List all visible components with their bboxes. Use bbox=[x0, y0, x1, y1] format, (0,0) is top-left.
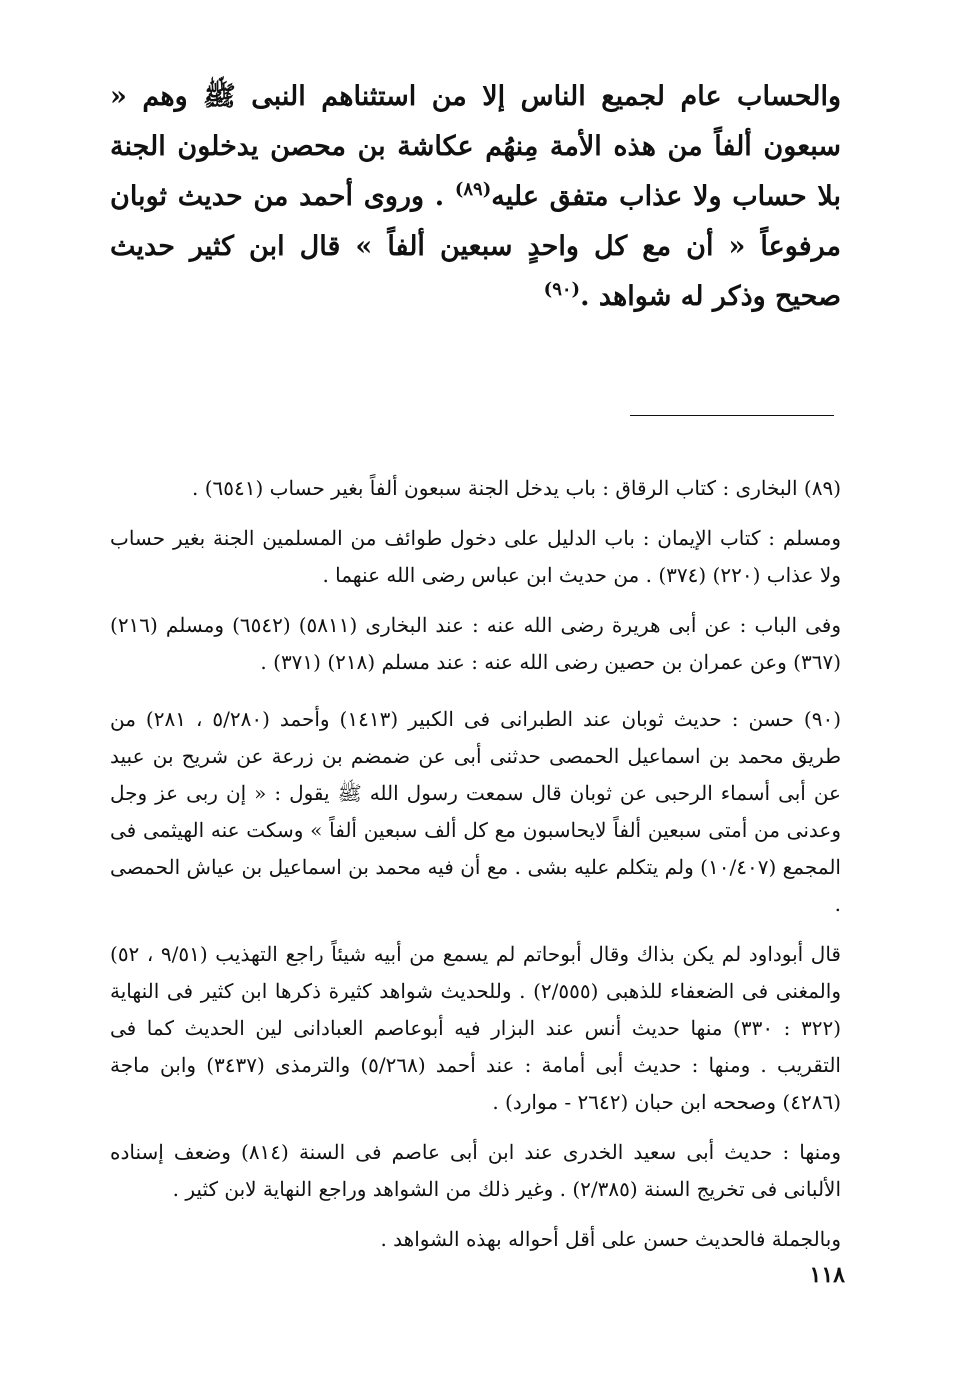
main-paragraph-continued: . وروى أحمد من حديث ثوبان مرفوعاً « أن مع كل واحدٍ سبعين ألفاً » قال ابن كثير حديث صحيح وذكر له شواهد . bbox=[110, 181, 841, 312]
main-text bbox=[110, 72, 841, 322]
footnote-separator bbox=[630, 415, 834, 416]
footnote-90-abudawud: قال أبوداود لم يكن بذاك وقال أبوحاتم لم يسمع من أبيه شيئاً راجع التهذيب (٩/٥١ ، ٥٢) والمغنى فى الضعفاء للذهبى (٢/٥٥٥) . وللحديث شواهد كثيرة ذكرها ابن كثير فى النهاية (٣٢٢ : ٣٣٠) منها حديث أنس عند البزار فيه أبوعاصم العبادانى لين الحديث كما فى التقريب . ومنها : حديث أبى أمامة : عند أحمد (٥/٢٦٨) والترمذى (٣٤٣٧) وابن ماجة (٤٢٨٦) وصححه ابن حبان (٢٦٤٢ - موارد) . bbox=[110, 942, 841, 1114]
footnote-89-muslim: ومسلم : كتاب الإيمان : باب الدليل على دخول طوائف من المسلمين الجنة بغير حساب ولا عذاب (٢٢٠) (٣٧٤) . من حديث ابن عباس رضى الله عنهما . bbox=[110, 526, 841, 587]
page-number: ١١٨ bbox=[809, 1262, 845, 1288]
footnote-ref-89: (٨٩) bbox=[454, 179, 492, 200]
footnote-90-abusaeed: ومنها : حديث أبى سعيد الخدرى عند ابن أبى عاصم فى السنة (٨١٤) وضعف إسناده الألبانى فى تخريج السنة (٢/٣٨٥) . وغير ذلك من الشواهد وراجع النهاية لابن كثير . bbox=[110, 1140, 841, 1201]
main-paragraph bbox=[110, 72, 841, 322]
footnote-90: (٩٠) حسن : حديث ثوبان عند الطبرانى فى الكبير (١٤١٣) وأحمد (٥/٢٨٠ ، ٢٨١) من طريق محمد بن اسماعيل الحمصى حدثنى أبى عن ضمضم بن زرعة عن شريح بن عبيد عن أبى أسماء الرحبى عن ثوبان قال سمعت رسول الله ﷺ يقول : « إن ربى عز وجل وعدنى من أمتى سبعين ألفاً لايحاسبون مع كل ألف سبعين ألفاً » وسكت عنه الهيثمى فى المجمع (١٠/٤٠٧) ولم يتكلم عليه بشى . مع أن فيه محمد بن اسماعيل بن عياش الحمصى . bbox=[110, 707, 841, 916]
footnote-89-bab: وفى الباب : عن أبى هريرة رضى الله عنه : عند البخارى (٥٨١١) (٦٥٤٢) ومسلم (٢١٦) (٣٦٧) وعن عمران بن حصين رضى الله عنه : عند مسلم (٢١٨) (٣٧١) . bbox=[110, 613, 841, 674]
main-paragraph-text: والحساب عام لجميع الناس إلا من استثناهم النبى ﷺ وهم « سبعون ألفاً من هذه الأمة مِنهُم عكاشة بن محصن يدخلون الجنة بلا حساب ولا عذاب متفق عليه bbox=[110, 81, 841, 212]
footnote-89: (٨٩) البخارى : كتاب الرقاق : باب يدخل الجنة سبعون ألفاً بغير حساب (٦٥٤١) . bbox=[192, 476, 841, 500]
footnotes bbox=[110, 470, 841, 1271]
footnote-90-conclusion: وبالجملة فالحديث حسن على أقل أحواله بهذه الشواهد . bbox=[380, 1227, 841, 1251]
footnote-ref-90: (٩٠) bbox=[543, 279, 581, 300]
